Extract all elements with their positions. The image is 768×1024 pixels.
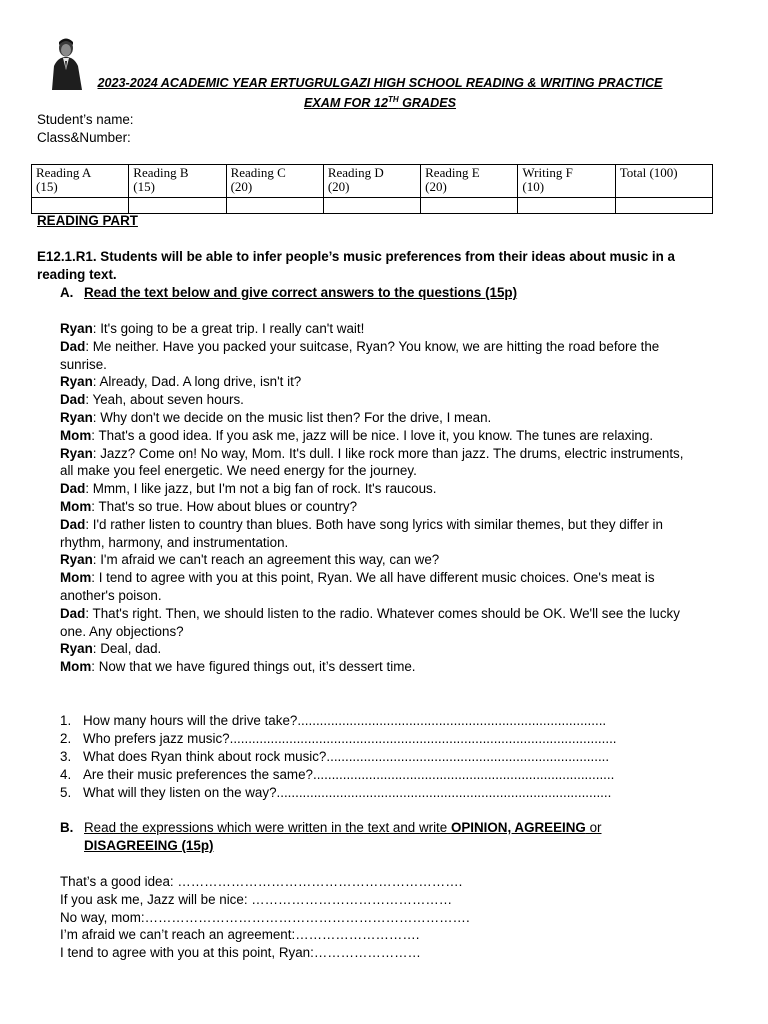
dialogue-line: Mom: I tend to agree with you at this point, Ryan. We all have different music choices. One's meat is another's poison. <box>60 570 655 603</box>
expression-list <box>60 873 470 962</box>
score-column-header: Reading E (20) <box>421 165 518 198</box>
question-item: 1. How many hours will the drive take?................................................................................... <box>60 713 607 728</box>
dialogue-line: Dad: I'd rather listen to country than blues. Both have song lyrics with similar themes, but they differ in rhythm, harmony, and instrumentation. <box>60 516 663 550</box>
dialogue-line: Ryan: Why don't we decide on the music list then? For the drive, I mean. <box>60 409 492 425</box>
section-title: READING PART <box>37 213 138 228</box>
question-item: 5. What will they listen on the way?.......................................................................................... <box>60 785 612 800</box>
expression-item: I’m afraid we can’t reach an agreement:………………………. <box>60 927 420 943</box>
part-a-letter: A. <box>60 285 74 300</box>
score-column-header: Reading B (15) <box>129 165 226 198</box>
score-cell <box>518 198 615 214</box>
dialogue-line: Ryan: Jazz? Come on! No way, Mom. It's dull. I like rock more than jazz. The drums, electric instruments, all make you feel energetic. We need energy for the journey. <box>60 445 684 479</box>
dialogue-line: Ryan: Already, Dad. A long drive, isn't it? <box>60 374 302 390</box>
dialogue-line: Dad: Mmm, I like jazz, but I'm not a big fan of rock. It's raucous. <box>60 481 437 497</box>
dialogue-text <box>60 320 700 676</box>
expression-item: That’s a good idea: ………………………………………………………. <box>60 874 463 889</box>
score-cell <box>615 198 712 214</box>
dialogue-line: Dad: Yeah, about seven hours. <box>60 392 244 408</box>
learning-objective: E12.1.R1. Students will be able to infer people’s music preferences from their ideas about music in a reading text. <box>37 249 675 282</box>
question-item: 2. Who prefers jazz music?........................................................................................................ <box>60 731 617 746</box>
dialogue-line: Ryan: I'm afraid we can't reach an agreement this way, can we? <box>60 552 440 568</box>
score-column-header: Reading A (15) <box>32 165 129 198</box>
question-list <box>60 712 700 802</box>
part-b-instruction: B. Read the expressions which were written in the text and write OPINION, AGREEING or DISAGREEING (15p) <box>60 820 602 853</box>
score-column-header: Writing F (10) <box>518 165 615 198</box>
score-table-header-row <box>32 165 713 198</box>
dialogue-line: Mom: Now that we have figured things out, it’s dessert time. <box>60 659 416 675</box>
dialogue-line: Ryan: It's going to be a great trip. I really can't wait! <box>60 321 365 336</box>
dialogue-line: Mom: That's a good idea. If you ask me, jazz will be nice. I love it, you know. The tunes are relaxing. <box>60 427 654 443</box>
dialogue-line: Ryan: Deal, dad. <box>60 641 162 657</box>
score-column-header: Total (100) <box>615 165 712 198</box>
score-cell <box>32 198 129 214</box>
part-a-instruction-text: Read the text below and give correct answers to the questions (15p) <box>84 285 518 300</box>
score-cell <box>129 198 226 214</box>
score-cell <box>323 198 420 214</box>
score-column-header: Reading D (20) <box>323 165 420 198</box>
dialogue-line: Dad: That's right. Then, we should listen to the radio. Whatever comes should be OK. We'll see the lucky one. Any objections? <box>60 605 680 639</box>
score-column-header: Reading C (20) <box>226 165 323 198</box>
expression-item: I tend to agree with you at this point, Ryan:…………………… <box>60 945 421 961</box>
dialogue-line: Dad: Me neither. Have you packed your suitcase, Ryan? You know, we are hitting the road before the sunrise. <box>60 338 660 372</box>
dialogue-line: Mom: That's so true. How about blues or country? <box>60 498 358 514</box>
part-b-letter: B. <box>60 820 74 835</box>
expression-item: If you ask me, Jazz will be nice: ……………………………………… <box>60 891 453 907</box>
question-item: 3. What does Ryan think about rock music?............................................................................ <box>60 749 610 764</box>
question-item: 4. Are their music preferences the same?................................................................................. <box>60 767 615 782</box>
part-a-instruction <box>60 284 700 302</box>
exam-title-line-2: EXAM FOR 12TH GRADES <box>303 95 457 111</box>
score-table-blank-row <box>32 198 713 214</box>
student-name-label: Student’s name: <box>37 112 134 127</box>
exam-title-line-1: 2023-2024 ACADEMIC YEAR ERTUGRULGAZI HIGH SCHOOL READING & WRITING PRACTICE <box>97 76 663 90</box>
score-cell <box>226 198 323 214</box>
expression-item: No way, mom:………………………………………………………………. <box>60 909 470 925</box>
class-number-label: Class&Number: <box>37 130 131 145</box>
score-cell <box>421 198 518 214</box>
score-table <box>31 164 713 214</box>
